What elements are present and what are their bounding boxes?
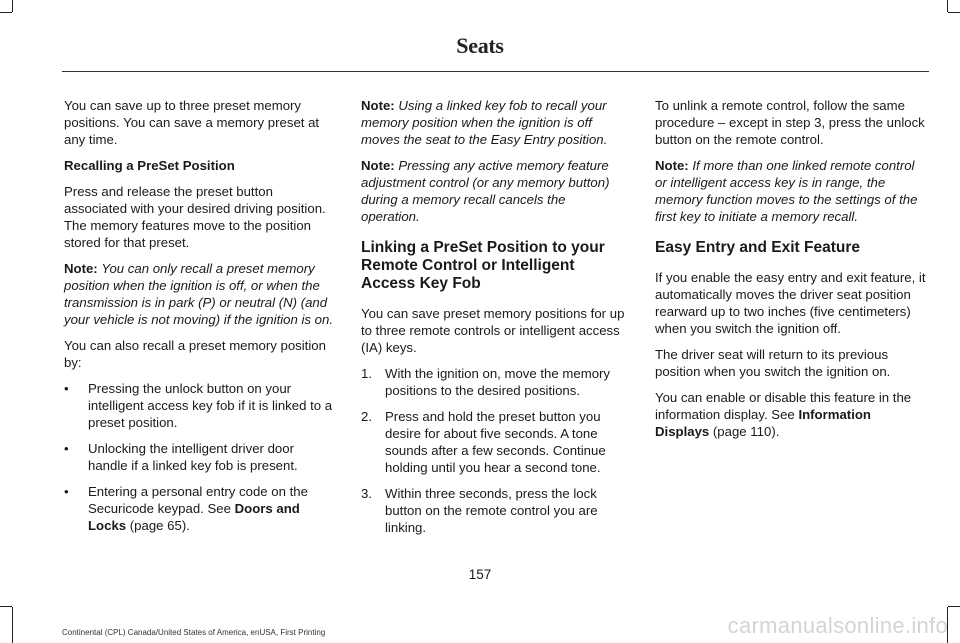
list-item [64,380,336,431]
bullet-icon: • [64,381,69,396]
cross-reference-link[interactable]: Information Displays [655,407,871,439]
bullet-icon: • [64,441,69,456]
paragraph: If you enable the easy entry and exit feature, it automatically moves the driver seat position rearward up to two inches (five centimeters) when you switch the ignition off. [655,270,926,336]
note-text: Pressing any active memory feature adjustment control (or any memory button) during a memory recall cancels the operation. [361,158,610,224]
crop-mark [0,12,12,13]
crop-mark [12,607,13,643]
note [361,97,627,148]
column-left [64,97,336,543]
paragraph: To unlink a remote control, follow the same procedure – except in step 3, press the unlock button on the remote control. [655,98,925,147]
note-text: You can only recall a preset memory position when the ignition is off, or when the transmission is in park (P) or neutral (N) (and your vehicle is not moving) if the ignition is on. [64,261,334,327]
paragraph [655,389,927,440]
step-number: 1. [361,366,372,381]
step-number: 2. [361,409,372,424]
page-number: 157 [468,567,492,582]
note-label: Note: [361,158,395,173]
list-item [361,485,627,536]
page-reference: (page 110). [709,424,780,439]
watermark: carmanualsonline.info [727,613,948,638]
crop-mark [0,606,12,607]
printing-info: Continental (CPL) Canada/United States of America, enUSA, First Printing [62,628,326,637]
cross-reference-link[interactable]: Doors and Locks [88,501,300,533]
paragraph: You can save preset memory positions for up to three remote controls or intelligent access (IA) keys. [361,306,625,355]
note [64,260,336,328]
crop-mark [948,12,960,13]
column-middle [361,97,627,545]
step-text: With the ignition on, move the memory positions to the desired positions. [385,366,611,398]
list-item [361,408,627,476]
note-label: Note: [64,261,98,276]
note [655,157,927,225]
list-item [64,483,336,534]
paragraph: You can save up to three preset memory positions. You can save a memory preset at any time. [64,98,320,147]
step-text: Press and hold the preset button you desire for about five seconds. A tone sounds after a few seconds. Continue holding until you hear a second tone. [385,409,606,475]
list-item-text: Entering a personal entry code on the Securicode keypad. See [88,484,308,516]
bullet-icon: • [64,484,69,499]
list-item-text: Unlocking the intelligent driver door handle if a linked key fob is present. [88,441,298,473]
note-label: Note: [655,158,689,173]
list-item-text: Pressing the unlock button on your intelligent access key fob if it is linked to a preset position. [88,381,333,430]
list-item [361,365,627,399]
paragraph: You can also recall a preset memory position by: [64,338,326,370]
list-item [64,440,336,474]
bullet-list [64,380,336,534]
step-text: Within three seconds, press the lock button on the remote control you are linking. [385,486,598,535]
section-heading-easy-entry: Easy Entry and Exit Feature [655,239,861,256]
numbered-list [361,365,627,536]
page-reference: (page 65). [126,518,190,533]
paragraph: The driver seat will return to its previous position when you switch the ignition on. [655,347,891,379]
header-divider [62,71,929,72]
paragraph: Press and release the preset button associated with your desired driving position. The memory features move to the position stored for that preset. [64,184,326,250]
note-text: If more than one linked remote control or intelligent access key is in range, the memory function moves to the settings of the first key to initiate a memory recall. [655,158,918,224]
page-title: Seats [456,33,504,58]
section-heading-linking: Linking a PreSet Position to your Remote Control or Intelligent Access Key Fob [361,239,605,292]
crop-mark [948,606,960,607]
step-number: 3. [361,486,372,501]
column-right [655,97,927,449]
note-label: Note: [361,98,395,113]
crop-mark [947,0,948,12]
subheading-recalling: Recalling a PreSet Position [64,158,235,173]
note-text: Using a linked key fob to recall your memory position when the ignition is off moves the seat to the Easy Entry position. [361,98,608,147]
paragraph-text: You can enable or disable this feature in the information display. See [655,390,912,422]
note [361,157,627,225]
crop-mark [12,0,13,12]
